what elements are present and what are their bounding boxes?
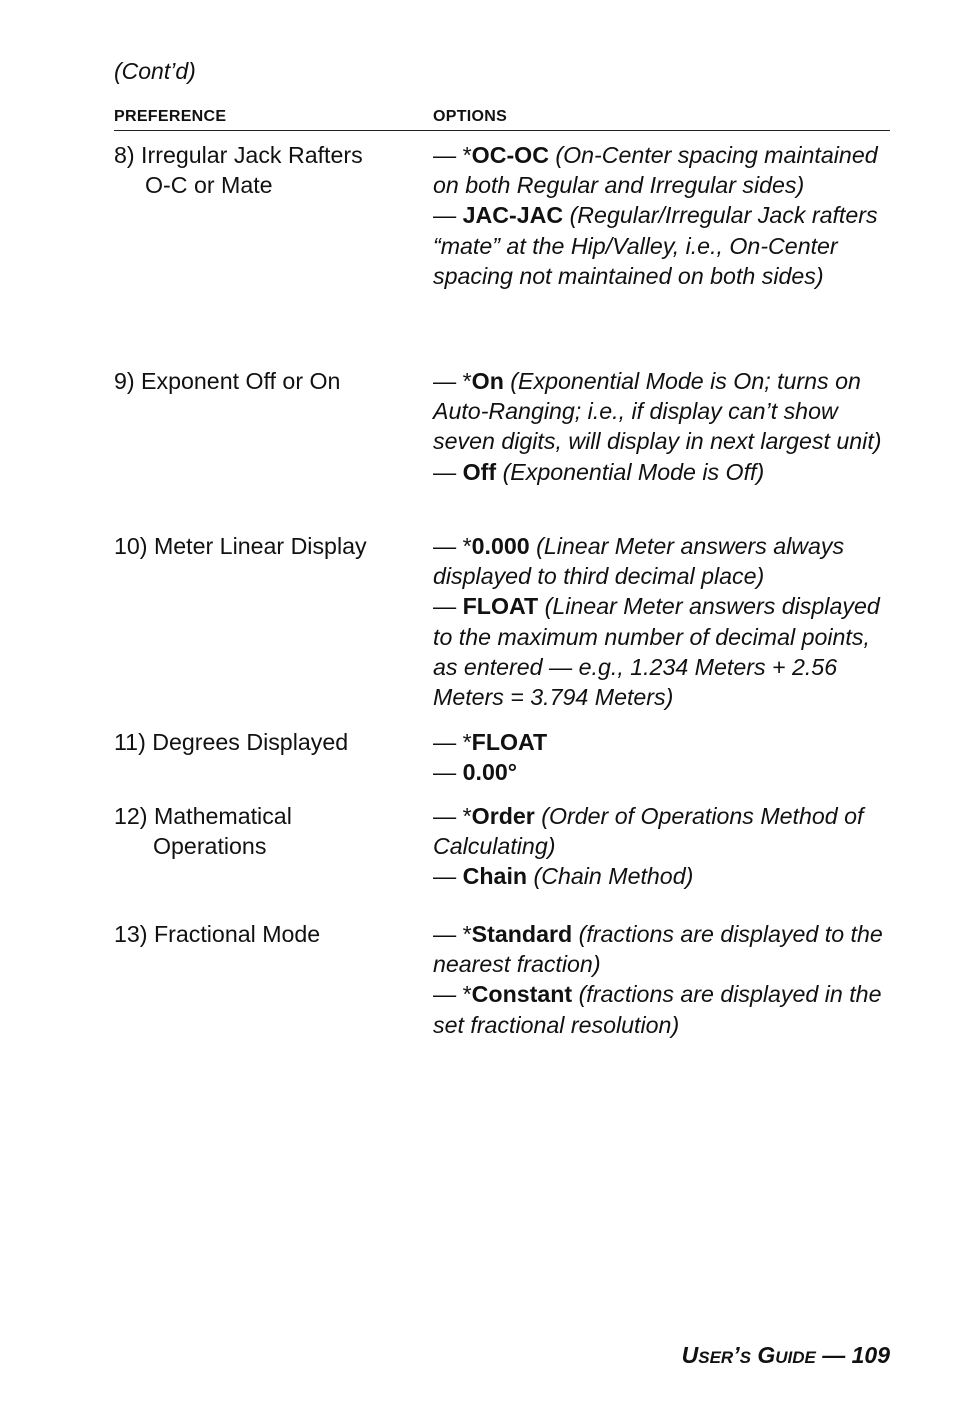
options-column-header: OPTIONS <box>433 108 508 125</box>
options-cell <box>433 531 890 712</box>
options-cell <box>433 366 890 487</box>
option-item: — *Standard (fractions are displayed to the nearest fraction) <box>433 921 883 978</box>
option-item: — JAC-JAC (Regular/Irregular Jack rafters “mate” at the Hip/Valley, i.e., On-Center spacing not maintained on both sides) <box>433 202 878 289</box>
options-cell <box>433 919 890 1040</box>
page-footer: USER’S GUIDE — 109 <box>681 1342 890 1368</box>
page-number: 109 <box>851 1342 890 1368</box>
option-item: — *On (Exponential Mode is On; turns on Auto-Ranging; i.e., if display can’t show seven digits, will display in next largest unit) <box>433 368 882 455</box>
preference-label-continued: O-C or Mate <box>145 172 273 199</box>
preference-label: 13) Fractional Mode <box>114 921 321 947</box>
preference-label: 12) Mathematical <box>114 803 292 829</box>
preference-cell <box>114 531 414 561</box>
option-item: — FLOAT (Linear Meter answers displayed to the maximum number of decimal points, as entered — e.g., 1.234 Meters + 2.56 Meters = 3.794 Meters) <box>433 593 880 711</box>
preference-label-continued: Operations <box>153 833 267 860</box>
preference-column-header: PREFERENCE <box>114 108 227 125</box>
option-item: — Off (Exponential Mode is Off) <box>433 458 765 485</box>
preference-cell <box>114 919 414 949</box>
preference-label: 8) Irregular Jack Rafters <box>114 142 363 168</box>
options-cell <box>433 140 890 291</box>
options-cell <box>433 801 890 892</box>
continued-label: (Cont’d) <box>114 58 196 84</box>
option-item: — Chain (Chain Method) <box>433 863 694 890</box>
option-item: — 0.00° <box>433 759 518 786</box>
preference-cell <box>114 727 414 757</box>
option-item: — *Constant (fractions are displayed in the set fractional resolution) <box>433 981 882 1038</box>
preference-label: 11) Degrees Displayed <box>114 729 349 755</box>
option-item: — *Order (Order of Operations Method of Calculating) <box>433 803 864 860</box>
preference-cell <box>114 140 414 200</box>
option-item: — *OC-OC (On-Center spacing maintained on both Regular and Irregular sides) <box>433 142 878 199</box>
preference-label: 9) Exponent Off or On <box>114 368 341 394</box>
option-item: — *0.000 (Linear Meter answers always displayed to third decimal place) <box>433 533 845 590</box>
table-header <box>114 106 890 131</box>
preference-cell <box>114 801 414 861</box>
options-cell <box>433 727 890 787</box>
preference-label: 10) Meter Linear Display <box>114 533 367 559</box>
option-item: — *FLOAT <box>433 729 548 755</box>
preference-cell <box>114 366 414 396</box>
